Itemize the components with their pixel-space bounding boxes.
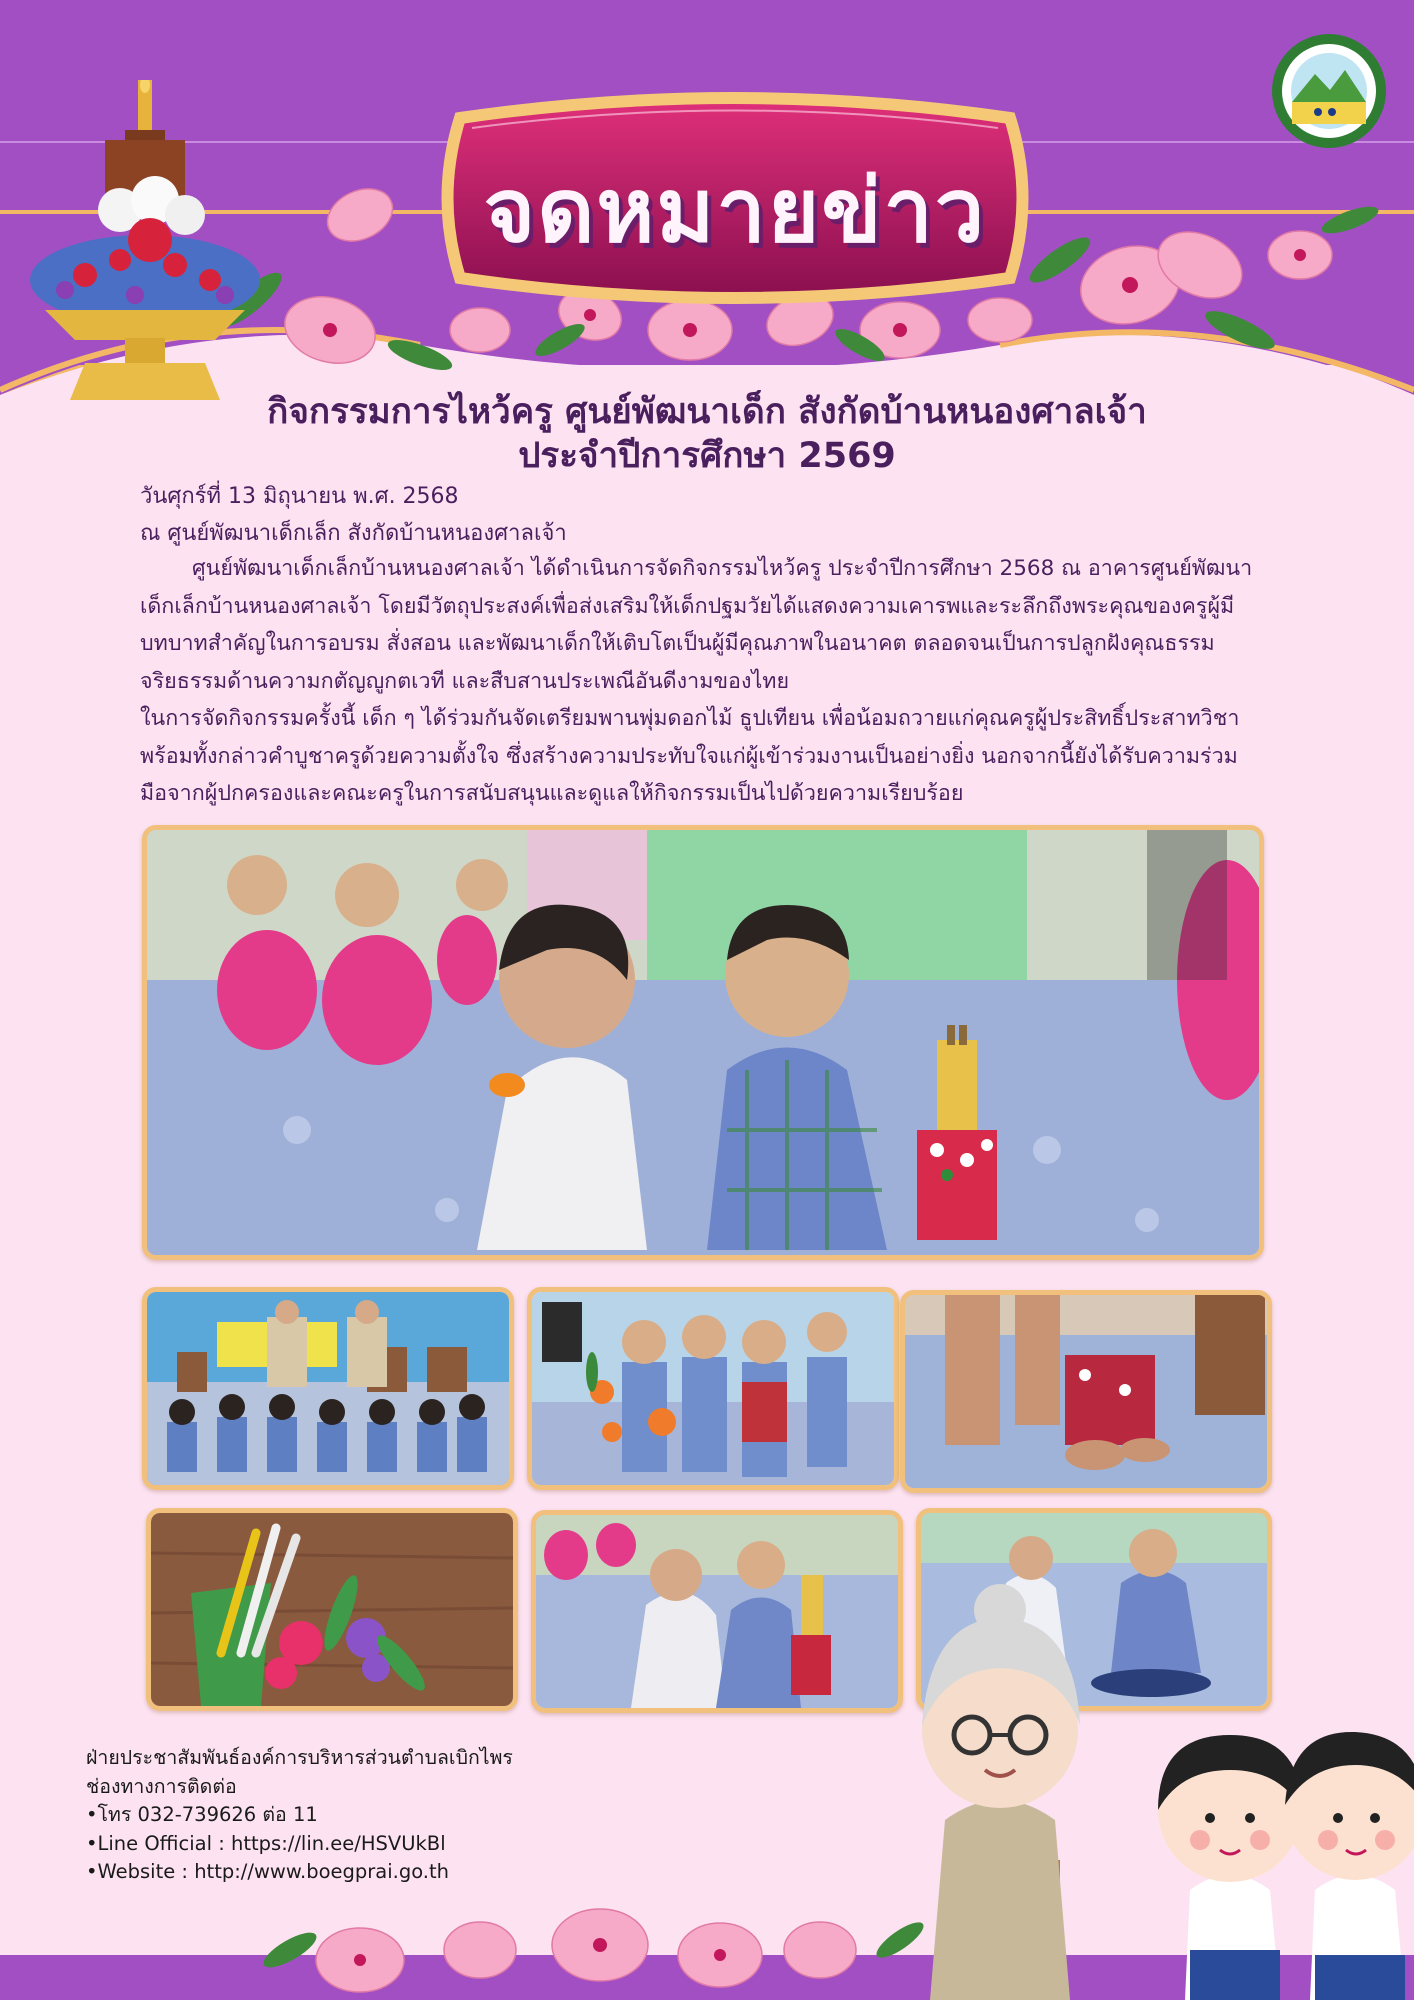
contact-channels-label: ช่องทางการติดต่อ <box>86 1774 237 1798</box>
banner-title: จดหมายข่าว <box>483 159 987 262</box>
main-photo-children-with-offering <box>142 825 1264 1260</box>
offering-tray-illustration <box>25 80 265 405</box>
paragraph-1-line: บทบาทสำคัญในการอบรม สั่งสอน และพัฒนาเด็กให้เติบโตเป็นผู้มีคุณภาพในอนาคต ตลอดจนเป็นการปลูกฝังคุณธรรม <box>140 631 1215 656</box>
contact-info <box>86 1744 513 1887</box>
paragraph-1-line: จริยธรรมด้านความกตัญญูกตเวที และสืบสานประเพณีอันดีงามของไทย <box>140 668 790 694</box>
gallery-photo-group-with-teachers <box>142 1287 514 1490</box>
paragraph-2-line: ในการจัดกิจกรรมครั้งนี้ เด็ก ๆ ได้ร่วมกันจัดเตรียมพานพุ่มดอกไม้ ธูปเทียน เพื่อน้อมถวายแก่คุณครูผู้ประสิทธิ์ประสาทวิชา <box>140 706 1240 731</box>
paragraph-2-line: มือจากผู้ปกครองและคณะครูในการสนับสนุนและดูแลให้กิจกรรมเป็นไปด้วยความเรียบร้อย <box>140 781 964 806</box>
contact-line-link[interactable]: •Line Official : https://lin.ee/HSVUkBl <box>86 1831 446 1855</box>
gallery-photo-children-with-flowers <box>527 1287 899 1490</box>
headline-line-1: กิจกรรมการไหว้ครู ศูนย์พัฒนาเด็ก สังกัดบ้านหนองศาลเจ้า <box>267 392 1147 432</box>
gallery-photo-offering-held <box>900 1290 1272 1493</box>
paragraph-2-line: พร้อมทั้งกล่าวคำบูชาครูด้วยความตั้งใจ ซึ่งสร้างความประทับใจแก่ผู้เข้าร่วมงานเป็นอย่างยิ่ง นอกจากนี้ยังได้รับความร่วม <box>140 743 1238 769</box>
paragraph-1-line: ศูนย์พัฒนาเด็กเล็กบ้านหนองศาลเจ้า ได้ดำเนินการจัดกิจกรรมไหว้ครู ประจำปีการศึกษา 2568 ณ อาคารศูนย์พัฒนา <box>192 556 1253 581</box>
contact-phone: •โทร 032-739626 ต่อ 11 <box>86 1803 318 1826</box>
organization-logo <box>1270 32 1388 150</box>
teacher-and-students-illustration <box>900 1560 1414 2000</box>
article-body <box>140 550 1280 813</box>
headline-line-2: ประจำปีการศึกษา 2569 <box>518 436 896 476</box>
contact-website-link[interactable]: •Website : http://www.boegprai.go.th <box>86 1860 450 1883</box>
event-date: วันศุกร์ที่ 13 มิถุนายน พ.ศ. 2568 <box>140 484 459 509</box>
gallery-photo-candles-and-flowers <box>146 1508 518 1711</box>
gallery-photo-children-seated <box>531 1510 903 1713</box>
headline <box>150 390 1264 478</box>
paragraph-1-line: เด็กเล็กบ้านหนองศาลเจ้า โดยมีวัตถุประสงค์เพื่อส่งเสริมให้เด็กปฐมวัยได้แสดงความเคารพและระลึกถึงพระคุณของครูผู้มี <box>140 593 1235 619</box>
event-place: ณ ศูนย์พัฒนาเด็กเล็ก สังกัดบ้านหนองศาลเจ้า <box>140 521 567 546</box>
contact-department: ฝ่ายประชาสัมพันธ์องค์การบริหารส่วนตำบลเบิกไพร <box>86 1746 513 1769</box>
